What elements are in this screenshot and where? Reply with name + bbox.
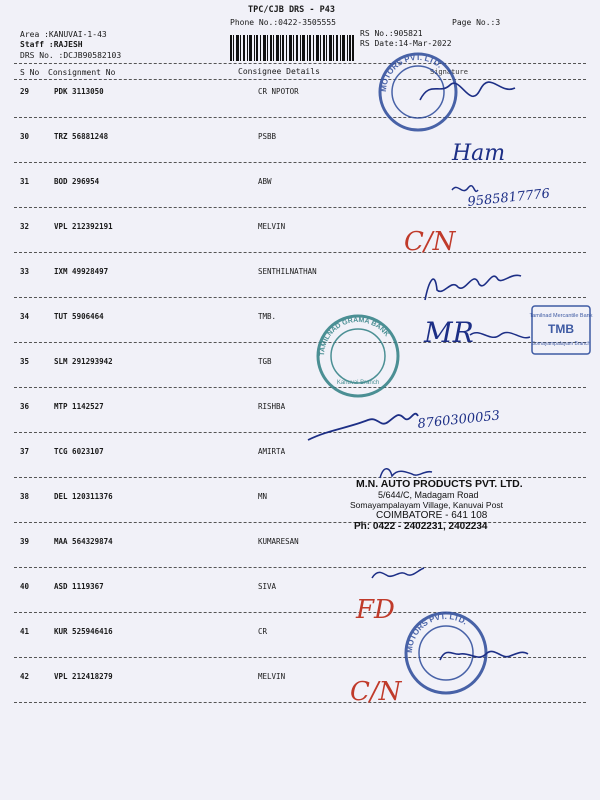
row-consignee-name: RISHBA: [258, 402, 286, 411]
row-consignment-number: BOD 296954: [54, 177, 100, 186]
row-consignee-name: MN: [258, 492, 268, 501]
signature-row-39: [372, 568, 424, 578]
handwriting-row-36: 8760300053: [416, 408, 501, 432]
row-consignment-number: TRZ 56881248: [54, 132, 109, 141]
round-stamp-top-text: MOTORS PVT. LTD.: [378, 52, 444, 93]
svg-text:TAMILNAD GRAMA BANK: [319, 317, 390, 356]
row-serial-number: 35: [20, 357, 30, 366]
bank-stamp-right-text: Tamilnad Mercantile Bank: [529, 313, 593, 319]
row-consignee-name: MELVIN: [258, 672, 286, 681]
row-serial-number: 40: [20, 582, 30, 591]
row-consignee-name: MELVIN: [258, 222, 286, 231]
document-title: TPC/CJB DRS - P43: [248, 5, 335, 15]
row-consignment-number: DEL 120311376: [54, 492, 113, 501]
row-consignment-number: IXM 49928497: [54, 267, 109, 276]
row-divider: [14, 117, 586, 118]
row-serial-number: 42: [20, 672, 30, 681]
handwriting-row-42: C/N: [350, 677, 402, 707]
barcode: [230, 35, 354, 61]
row-divider: [14, 657, 586, 658]
row-consignment-number: MAA 564329874: [54, 537, 113, 546]
signature-row-31: [452, 186, 478, 192]
header-rule-top: [14, 63, 586, 64]
row-serial-number: 31: [20, 177, 30, 186]
row-consignment-number: KUR 525946416: [54, 627, 113, 636]
bank-stamp-left-text: TAMILNAD GRAMA BANK: [318, 316, 391, 357]
signature-row-36: [308, 414, 418, 440]
row-consignee-name: PSBB: [258, 132, 277, 141]
row-divider: [14, 567, 586, 568]
row-divider: [14, 702, 586, 703]
row-consignment-number: TUT 5906464: [54, 312, 104, 321]
row-consignment-number: VPL 212418279: [54, 672, 113, 681]
handwriting-row-34: MR: [424, 316, 474, 349]
row-consignee-name: KUMARESAN: [258, 537, 299, 546]
svg-text:MOTORS PVT. LTD.: [405, 612, 469, 653]
phone-number: Phone No.:0422-3505555: [230, 18, 336, 27]
row-divider: [14, 297, 586, 298]
signature-row-41: [440, 651, 528, 660]
company-stamp-address-1: 5/644/C, Madagam Road: [378, 490, 479, 500]
row-serial-number: 38: [20, 492, 30, 501]
bank-stamp-right: [530, 306, 593, 354]
row-serial-number: 30: [20, 132, 30, 141]
bank-stamp-left: [318, 316, 398, 396]
row-divider: [14, 162, 586, 163]
handwriting-row-30: Ham: [452, 141, 506, 166]
staff-label: Staff :RAJESH: [20, 40, 83, 49]
row-divider: [14, 207, 586, 208]
handwriting-row-31-phone: 9585817776: [466, 186, 551, 210]
rs-date: RS Date:14-Mar-2022: [360, 39, 452, 48]
company-stamp-name: M.N. AUTO PRODUCTS PVT. LTD.: [356, 478, 523, 490]
page-number: Page No.:3: [452, 18, 501, 27]
handwriting-row-32: C/N: [404, 227, 456, 257]
row-divider: [14, 387, 586, 388]
row-consignee-name: ABW: [258, 177, 272, 186]
row-serial-number: 37: [20, 447, 30, 456]
company-stamp: [350, 478, 566, 532]
rs-number: RS No.:905821: [360, 29, 423, 38]
col-sno: S No: [20, 68, 40, 77]
row-serial-number: 29: [20, 87, 30, 96]
handwriting-row-40: FD: [356, 595, 395, 625]
row-divider: [14, 432, 586, 433]
bank-stamp-right-logo: TMB: [548, 322, 574, 336]
row-consignment-number: ASD 1119367: [54, 582, 104, 591]
round-stamp-bottom: [405, 612, 486, 693]
drs-number: DRS No. :DCJB90582103: [20, 51, 122, 60]
header-rule-bottom: [14, 79, 586, 80]
row-consignment-number: MTP 1142527: [54, 402, 104, 411]
area-label: Area :KANUVAI-1-43: [20, 30, 107, 39]
row-consignment-number: SLM 291293942: [54, 357, 113, 366]
row-serial-number: 39: [20, 537, 30, 546]
round-stamp-top: [379, 53, 456, 130]
row-consignee-name: TMB.: [258, 312, 277, 321]
bank-stamp-right-branch: Somayampalayam Branch: [531, 341, 591, 347]
company-stamp-city: COIMBATORE - 641 108: [376, 510, 488, 521]
row-serial-number: 41: [20, 627, 30, 636]
company-stamp-address-2: Somayampalayam Village, Kanuvai Post: [350, 500, 503, 510]
row-divider: [14, 342, 586, 343]
row-consignment-number: VPL 212392191: [54, 222, 113, 231]
bank-stamp-left-branch: Kanuvai Branch: [336, 380, 380, 386]
row-consignee-name: AMIRTA: [258, 447, 286, 456]
col-signature: Signature: [430, 68, 468, 76]
row-serial-number: 32: [20, 222, 30, 231]
row-consignment-number: PDK 3113050: [54, 87, 104, 96]
row-consignee-name: SENTHILNATHAN: [258, 267, 317, 276]
col-consignee: Consignee Details: [238, 67, 320, 76]
company-stamp-phone: Ph: 0422 - 2402231, 2402234: [354, 521, 488, 532]
signature-row-34: [470, 332, 530, 337]
row-consignee-name: CR: [258, 627, 268, 636]
row-serial-number: 33: [20, 267, 30, 276]
row-divider: [14, 612, 586, 613]
row-divider: [14, 252, 586, 253]
row-consignee-name: TGB: [258, 357, 272, 366]
row-consignee-name: SIVA: [258, 582, 277, 591]
row-serial-number: 34: [20, 312, 30, 321]
col-consignment: Consignment No: [48, 68, 116, 77]
signature-row-29: [420, 82, 515, 100]
row-serial-number: 36: [20, 402, 30, 411]
round-stamp-bottom-text: MOTORS PVT. LTD.: [404, 611, 469, 654]
row-consignee-name: CR NPOTOR: [258, 87, 299, 96]
row-consignment-number: TCG 6023107: [54, 447, 104, 456]
